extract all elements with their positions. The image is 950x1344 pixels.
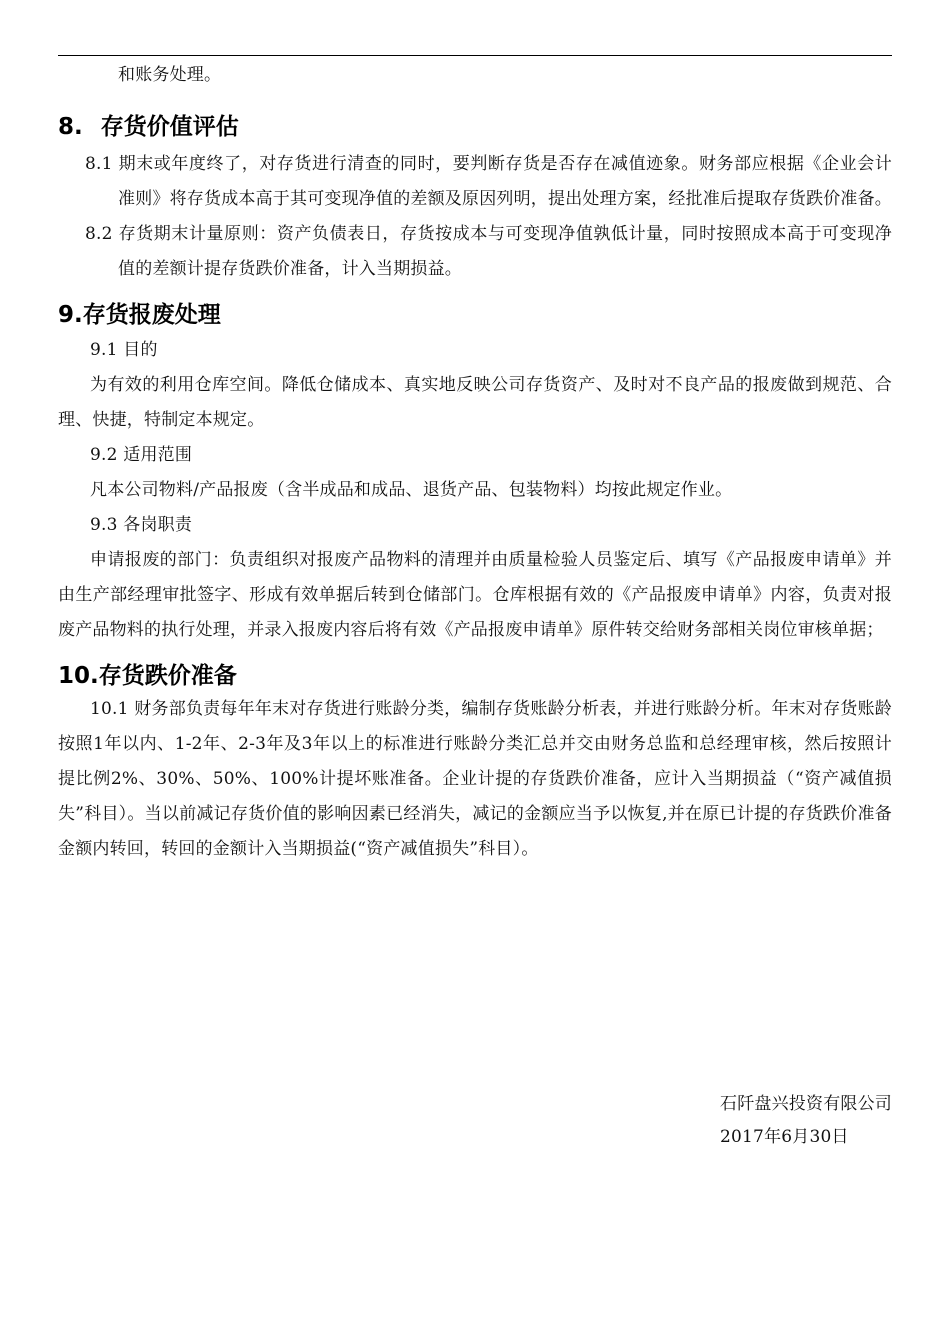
subheading-9-1: 9.1 目的 [90, 340, 158, 360]
section-8-title: 存货价值评估 [100, 114, 239, 140]
document-body [58, 58, 892, 867]
section-10-heading: 10.存货跌价准备 [58, 663, 237, 689]
header-rule [58, 55, 892, 56]
paragraph-9-2: 凡本公司物料/产品报废（含半成品和成品、退货产品、包装物料）均按此规定作业。 [90, 480, 733, 500]
paragraph-8-1: 8.1 期末或年度终了，对存货进行清查的同时，要判断存货是否存在减值迹象。财务部应根据《企业会计准则》将存货成本高于其可变现净值的差额及原因列明，提出处理方案，经批准后提取存货跌价准备。 [85, 154, 892, 209]
continuation-text: 和账务处理。 [118, 65, 222, 85]
company-name: 石阡盘兴投资有限公司 [720, 1094, 892, 1114]
signature-block [720, 1088, 892, 1154]
subheading-9-3: 9.3 各岗职责 [90, 515, 193, 535]
paragraph-9-3: 申请报废的部门：负责组织对报废产品物料的清理并由质量检验人员鉴定后、填写《产品报废申请单》并由生产部经理审批签字、形成有效单据后转到仓储部门。仓库根据有效的《产品报废申请单》内容，负责对报废产品物料的执行处理，并录入报废内容后将有效《产品报废申请单》原件转交给财务部相关岗位审核单据； [58, 550, 892, 640]
subheading-9-2: 9.2 适用范围 [90, 445, 193, 465]
paragraph-8-2: 8.2 存货期末计量原则：资产负债表日，存货按成本与可变现净值孰低计量，同时按照成本高于可变现净值的差额计提存货跌价准备，计入当期损益。 [85, 224, 892, 279]
paragraph-9-1: 为有效的利用仓库空间。降低仓储成本、真实地反映公司存货资产、及时对不良产品的报废做到规范、合理、快捷，特制定本规定。 [58, 375, 892, 430]
section-8-heading [58, 113, 892, 141]
document-date: 2017年6月30日 [720, 1127, 849, 1147]
section-9-heading: 9.存货报废处理 [58, 302, 221, 328]
paragraph-10-1: 10.1 财务部负责每年年末对存货进行账龄分类，编制存货账龄分析表，并进行账龄分析。年末对存货账龄按照1年以内、1-2年、2-3年及3年以上的标准进行账龄分类汇总并交由财务总监和总经理审核，然后按照计提比例2%、30%、50%、100%计提坏账准备。企业计提的存货跌价准备，应计入当期损益（“资产减值损失”科目）。当以前减记存货价值的影响因素已经消失，减记的金额应当予以恢复,并在原已计提的存货跌价准备金额内转回，转回的金额计入当期损益(“资产减值损失”科目）。 [58, 699, 892, 859]
section-8-number: 8. [58, 114, 83, 140]
